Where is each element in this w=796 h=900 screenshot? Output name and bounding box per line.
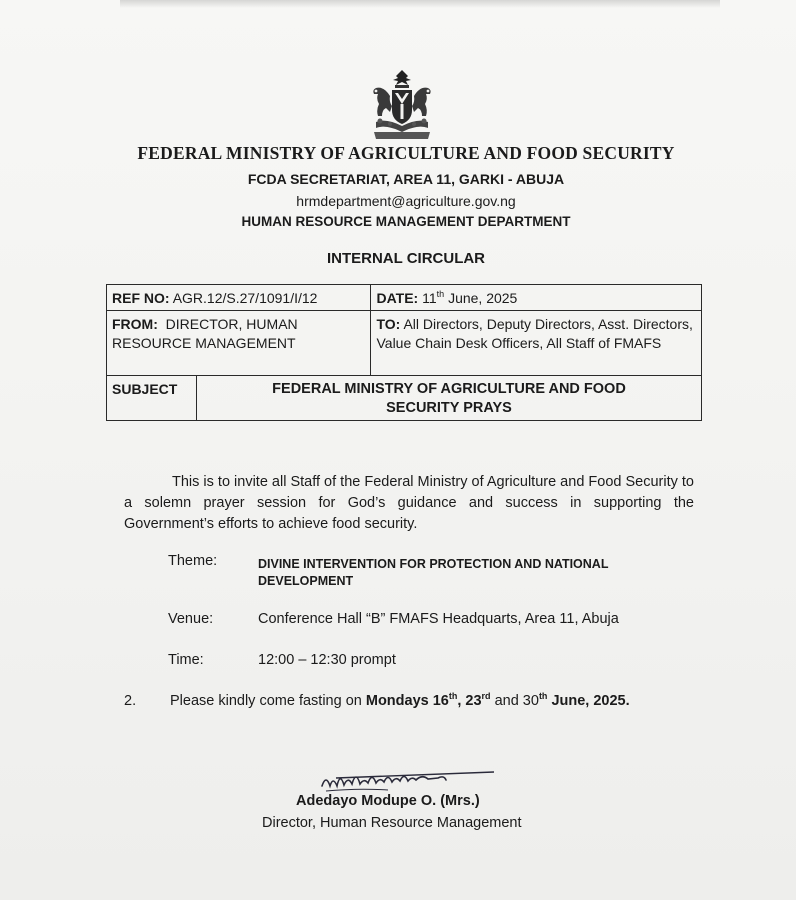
ref-label: REF NO:	[112, 290, 170, 306]
time-label: Time:	[168, 652, 204, 668]
subject-line-2: SECURITY PRAYS	[386, 400, 512, 416]
day3-suffix: th	[538, 691, 548, 701]
to-value: All Directors, Deputy Directors, Asst. Directors, Value Chain Desk Officers, All Staff of FMAFS	[376, 316, 693, 351]
fasting-intro: Please kindly come fasting on	[170, 693, 362, 709]
date-suffix: th	[436, 289, 445, 299]
coat-of-arms-icon	[362, 66, 442, 144]
paragraph-number: 2.	[124, 693, 137, 709]
fasting-paragraph	[124, 690, 694, 712]
day1-suffix: th	[448, 691, 458, 701]
ref-value: AGR.12/S.27/1091/I/12	[172, 290, 318, 306]
subject-label: SUBJECT	[107, 376, 197, 421]
subject-cell	[197, 376, 702, 421]
subject-line-1: FEDERAL MINISTRY OF AGRICULTURE AND FOOD	[272, 381, 626, 397]
circular-header-table	[106, 284, 702, 421]
theme-label: Theme:	[168, 553, 218, 569]
theme-value: DIVINE INTERVENTION FOR PROTECTION AND NATIONAL DEVELOPMENT	[258, 557, 609, 588]
intro-paragraph	[124, 472, 694, 535]
intro-text: This is to invite all Staff of the Federal Ministry of Agriculture and Food Security to a solemn prayer session for God’s guidance and success in supporting the Government’s efforts to achieve food security.	[124, 474, 694, 532]
from-cell	[107, 311, 371, 376]
document-title: INTERNAL CIRCULAR	[326, 250, 486, 267]
ref-cell	[107, 285, 371, 311]
fasting-sep2: and 30	[494, 693, 539, 709]
ministry-name: FEDERAL MINISTRY OF AGRICULTURE AND FOOD SECURITY	[137, 143, 675, 163]
date-label: DATE:	[376, 290, 419, 306]
venue-label: Venue:	[168, 611, 214, 627]
ministry-address: FCDA SECRETARIAT, AREA 11, GARKI - ABUJA	[247, 171, 565, 187]
date-cell	[371, 285, 702, 311]
scan-shadow	[120, 0, 720, 8]
date-day: 11	[422, 290, 437, 306]
fasting-sep1: , 23	[457, 693, 482, 709]
signatory-name: Adedayo Modupe O. (Mrs.)	[296, 793, 480, 809]
day2-suffix: rd	[481, 691, 491, 701]
fasting-days: Mondays 16	[365, 693, 449, 709]
time-value: 12:00 – 12:30 prompt	[258, 652, 396, 668]
department-email: hrmdepartment@agriculture.gov.ng	[296, 193, 516, 209]
signatory-title: Director, Human Resource Management	[262, 815, 522, 831]
to-label: TO:	[376, 316, 401, 332]
to-cell	[371, 311, 702, 376]
department-name: HUMAN RESOURCE MANAGEMENT DEPARTMENT	[241, 214, 571, 229]
from-value: DIRECTOR, HUMAN RESOURCE MANAGEMENT	[112, 316, 298, 351]
fasting-end: June, 2025.	[551, 693, 630, 709]
venue-value: Conference Hall “B” FMAFS Headquarts, Area 11, Abuja	[258, 611, 619, 627]
from-label: FROM:	[112, 316, 158, 332]
date-rest: June, 2025	[448, 290, 518, 306]
